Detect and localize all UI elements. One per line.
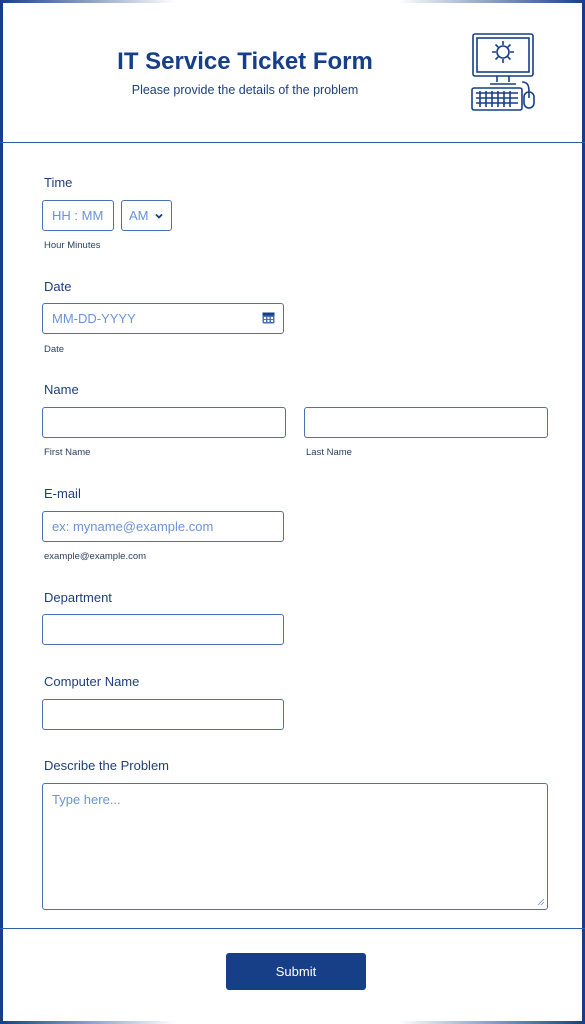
department-input[interactable] xyxy=(42,614,284,645)
date-label: Date xyxy=(44,279,72,294)
calendar-icon[interactable] xyxy=(262,311,275,324)
footer-divider xyxy=(0,928,585,929)
computer-name-input[interactable] xyxy=(42,699,284,730)
form-header xyxy=(0,0,585,143)
problem-textarea[interactable] xyxy=(42,783,548,910)
submit-button[interactable]: Submit xyxy=(226,953,366,990)
last-name-input[interactable] xyxy=(304,407,548,438)
problem-label: Describe the Problem xyxy=(44,758,169,773)
department-label: Department xyxy=(44,590,112,605)
email-input[interactable] xyxy=(42,511,284,542)
email-label: E-mail xyxy=(44,486,81,501)
time-input[interactable] xyxy=(42,200,114,231)
computer-settings-icon xyxy=(470,32,536,112)
time-sublabel: Hour Minutes xyxy=(44,240,101,251)
name-label: Name xyxy=(44,382,79,397)
form-title: IT Service Ticket Form xyxy=(117,48,373,75)
computer-name-label: Computer Name xyxy=(44,674,140,689)
first-name-input[interactable] xyxy=(42,407,286,438)
last-name-sublabel: Last Name xyxy=(306,447,352,458)
ampm-select[interactable] xyxy=(121,200,172,231)
time-label: Time xyxy=(44,175,73,190)
ampm-value: AM xyxy=(129,208,149,223)
resize-grip-icon[interactable] xyxy=(537,898,545,906)
first-name-sublabel: First Name xyxy=(44,447,91,458)
chevron-down-icon xyxy=(154,211,164,221)
date-input[interactable] xyxy=(42,303,284,334)
email-sublabel: example@example.com xyxy=(44,551,147,562)
form-subtitle: Please provide the details of the problem xyxy=(131,83,359,97)
date-sublabel: Date xyxy=(44,344,65,355)
